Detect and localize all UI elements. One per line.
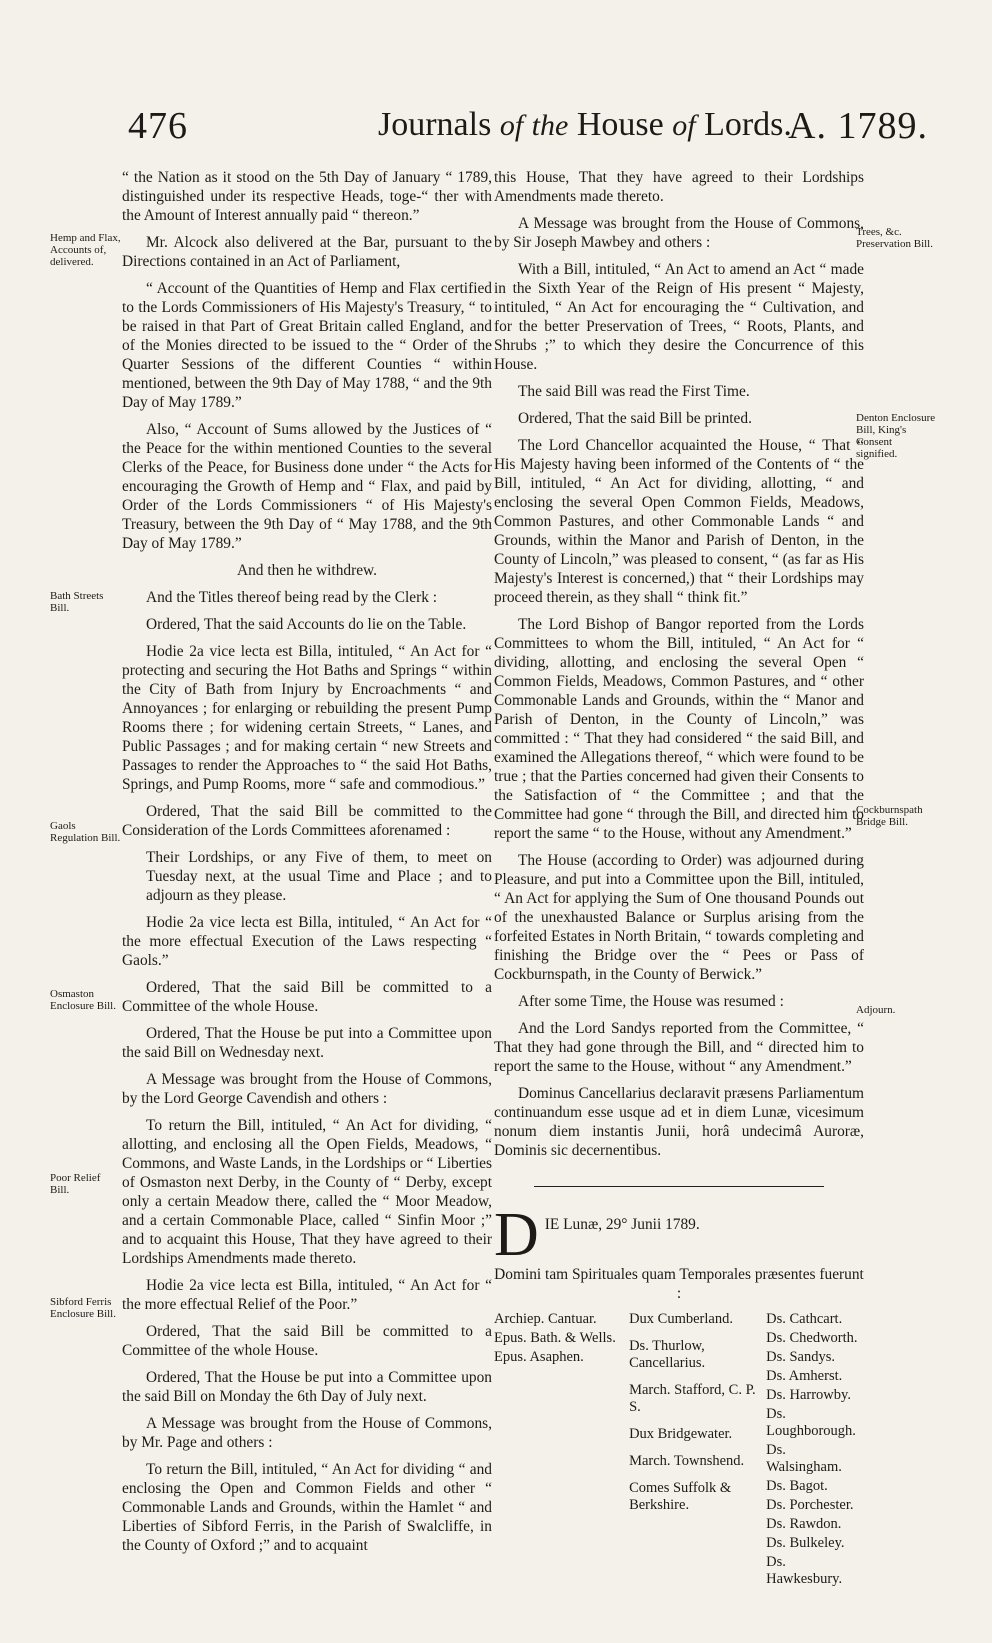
paragraph: The House (according to Order) was adjourned during Pleasure, and put into a Committee upon the Bill, intituled, “ An Act for applying the Sum of One thousand Pounds out of the unexhausted Balance or Surplus arising from the forfeited Estates in North Britain, “ towards completing and finishing the Bridge over the “ Pees or Pass of Cockburnspath, in the County of Berwick.” [494,852,864,983]
paragraph: The said Bill was read the First Time. [518,383,750,400]
attendance-barons [766,1311,864,1590]
member-name: Epus. Bath. & Wells. [494,1330,616,1346]
margin-note-hemp: Hemp and Flax, Accounts of, delivered. [50,232,121,268]
member-name: Ds. Cathcart. [766,1311,843,1327]
paragraph: “ the Nation as it stood on the 5th Day of January “ 1789, distinguished under its respective Heads, toge-“ ther with the Amount of Interest annually paid “ thereon.” [122,169,492,224]
member-name: Epus. Asaphen. [494,1349,584,1365]
running-title: Journals of the House of Lords. [378,106,792,143]
attendance-list [494,1311,864,1590]
paragraph: A Message was brought from the House of Commons, by the Lord George Cavendish and others : [122,1071,492,1107]
member-name: Ds. Bagot. [766,1478,828,1494]
paragraph: Hodie 2a vice lecta est Billa, intituled, “ An Act for “ the more effectual Execution of the Laws respecting “ Gaols.” [122,914,492,969]
member-name: Comes Suffolk & Berkshire. [629,1480,732,1513]
paragraph: To return the Bill, intituled, “ An Act for dividing “ and enclosing the Open and Common Fields and other “ Commonable Lands and Grounds, within the Hamlet “ and Liberties of Sibford Ferris, in the Parish of Swalcliffe, in the County of Oxford ;” and to acquaint [122,1461,492,1554]
present-line: Domini tam Spirituales quam Temporales præsentes fuerunt : [494,1266,864,1302]
paragraph: Ordered, That the said Accounts do lie on the Table. [146,616,467,633]
member-name: Ds. Thurlow, Cancellarius. [629,1338,706,1371]
paragraph: this House, That they have agreed to their Lordships Amendments made thereto. [494,169,864,205]
margin-note-trees: Trees, &c. Preservation Bill. [856,226,933,250]
paragraph: To return the Bill, intituled, “ An Act for dividing, “ allotting, and enclosing all the Open Fields, Meadows, “ Commons, and Waste Lands, in the Lordships or “ Liberties of Osmaston next Derby, in the County of “ Derby, except only a certain Meadow there, called the “ Moor Meadow, and a certain Commonable Place, called “ Sinfin Moor ;” and to acquaint this House, That they have agreed to their Lordships Amendments made thereto. [122,1117,492,1267]
page-header [128,104,948,164]
member-name: Ds. Amherst. [766,1368,843,1384]
member-name: Ds. Rawdon. [766,1516,842,1532]
member-name: Dux Bridgewater. [629,1426,733,1442]
paragraph: A Message was brought from the House of Commons, by Sir Joseph Mawbey and others : [494,215,864,251]
member-name: Ds. Bulkeley. [766,1535,845,1551]
member-name: Ds. Sandys. [766,1349,835,1365]
member-name: Ds. Porchester. [766,1497,854,1513]
paragraph: Dominus Cancellarius declaravit præsens Parliamentum continuandum esse usque ad et in diem Lunæ, vicesimum nonum diem instantis Junii, horâ undecimâ Auroræ, Dominis sic decernentibus. [494,1085,864,1159]
paragraph: And the Titles thereof being read by the Clerk : [146,589,438,606]
paragraph: “ Account of the Quantities of Hemp and Flax certified to the Lords Commissioners of His Majesty's Treasury, “ to be raised in that Part of Great Britain called England, and of the Monies directed to be issued to the “ Order of the Quarter Sessions of the different Counties “ within mentioned, between the 9th Day of May 1788, “ and the 9th Day of May 1789.” [122,280,492,411]
member-name: Ds. Loughborough. [766,1406,856,1439]
paragraph: Ordered, That the said Bill be committed to a Committee of the whole House. [122,1323,492,1359]
paragraph: Ordered, That the House be put into a Committee upon the said Bill on Monday the 6th Day of July next. [122,1369,492,1405]
member-name: Ds. Hawkesbury. [766,1554,843,1587]
paragraph: With a Bill, intituled, “ An Act to amend an Act “ made in the Sixth Year of the Reign of His present “ Majesty, intituled, “ An Act for encouraging the “ Cultivation, and for the better Preservation of Trees, “ Roots, Plants, and Shrubs ;” to which they desire the Concurrence of this House. [494,261,864,373]
member-name: Dux Cumberland. [629,1311,733,1327]
paragraph: Ordered, That the said Bill be committed to a Committee of the whole House. [122,979,492,1015]
paragraph: Their Lordships, or any Five of them, to meet on Tuesday next, at the usual Time and Place ; and to adjourn as they please. [146,849,492,904]
paragraph: And then he withdrew. [236,562,378,579]
drop-cap: D [494,1201,539,1269]
paragraph: The Lord Chancellor acquainted the House, “ That “ His Majesty having been informed of the Contents of “ the Bill, intituled, “ An Act for dividing, allotting, “ and enclosing the several Open Common Fields, Meadows, Common Pastures, and other Commonable Lands “ and Grounds, within the Manor and Parish of Denton, in the County of Lincoln,” was pleased to consent, “ (as far as His Majesty's Interest is concerned,) that “ their Lordships may proceed therein, as they shall “ think fit.” [494,437,864,606]
member-name: March. Townshend. [629,1453,745,1469]
margin-note-cockburnspath: Cockburnspath Bridge Bill. [856,804,923,828]
margin-note-osmaston: Osmaston Enclosure Bill. [50,988,116,1012]
year: A. 1789. [788,105,928,147]
paragraph: Hodie 2a vice lecta est Billa, intituled, “ An Act for “ the more effectual Relief of the Poor.” [122,1277,492,1313]
margin-note-poor: Poor Relief Bill. [50,1172,101,1196]
margin-note-sibford: Sibford Ferris Enclosure Bill. [50,1296,116,1320]
sitting-heading [494,1201,864,1269]
page-number: 476 [128,105,188,147]
paragraph: Hodie 2a vice lecta est Billa, intituled, “ An Act for “ protecting and securing the Hot Baths and Springs “ within the City of Bath from Injury by Encroachments “ and Annoyances ; for enlarging or rebuilding the present Pump Rooms there ; for widening certain Streets, “ Lanes, and Public Passages ; and for making certain “ new Streets and Passages to render the Approaches to “ the said Hot Baths, Springs, and Pump Rooms, more “ safe and commodious.” [122,643,492,793]
paragraph: Mr. Alcock also delivered at the Bar, pursuant to the Directions contained in an Act of Parliament, [122,234,492,270]
paragraph: Also, “ Account of Sums allowed by the Justices of “ the Peace for the within mentioned Counties to the several Clerks of the Peace, for Business done under “ the Acts for encouraging the Growth of Hemp and “ Flax, and paid by Order of the Lords Commissioners “ of His Majesty's Treasury, between the 9th Day of “ May 1788, and the 9th Day of May 1789.” [122,421,492,552]
attendance-peers [629,1311,766,1590]
left-column [122,168,492,1563]
margin-note-bath: Bath Streets Bill. [50,590,104,614]
section-divider [534,1186,824,1187]
paragraph: Ordered, That the said Bill be committed to the Consideration of the Lords Committees aforenamed : [122,803,492,839]
margin-note-gaols: Gaols Regulation Bill. [50,820,121,844]
margin-note-adjourn: Adjourn. [856,1004,896,1016]
member-name: Archiep. Cantuar. [494,1311,597,1327]
right-column [494,168,864,1590]
member-name: March. Stafford, C. P. S. [629,1382,756,1415]
paragraph: And the Lord Sandys reported from the Committee, “ That they had gone through the Bill, and “ directed him to report the same to the House, without “ any Amendment.” [494,1020,864,1075]
paragraph: A Message was brought from the House of Commons, by Mr. Page and others : [122,1415,492,1451]
sitting-date: IE Lunæ, 29° Junii 1789. [544,1216,700,1233]
paragraph: Ordered, That the said Bill be printed. [518,410,752,427]
member-name: Ds. Chedworth. [766,1330,858,1346]
paragraph: After some Time, the House was resumed : [518,993,784,1010]
paragraph: The Lord Bishop of Bangor reported from the Lords Committees to whom the Bill, intituled, “ An Act for “ dividing, allotting, and enclosing the several Open “ Common Fields, Meadows, Common Pastures, and “ other Commonable Lands and Grounds, within the “ Manor and Parish of Denton, in the County of Lincoln,” was committed : “ That they had considered “ the said Bill, and examined the Allegations thereof, “ which were found to be true ; that the Parties concerned had given their Consents to the Satisfaction of “ the Committee ; and that the Committee had gone “ through the Bill, and directed him to report the same “ to the House, without any Amendment.” [494,616,864,842]
paragraph: Ordered, That the House be put into a Committee upon the said Bill on Wednesday next. [122,1025,492,1061]
attendance-bishops [494,1311,629,1590]
member-name: Ds. Walsingham. [766,1442,842,1475]
margin-note-denton: Denton Enclosure Bill, King's Consent signified. [856,412,936,460]
member-name: Ds. Harrowby. [766,1387,851,1403]
